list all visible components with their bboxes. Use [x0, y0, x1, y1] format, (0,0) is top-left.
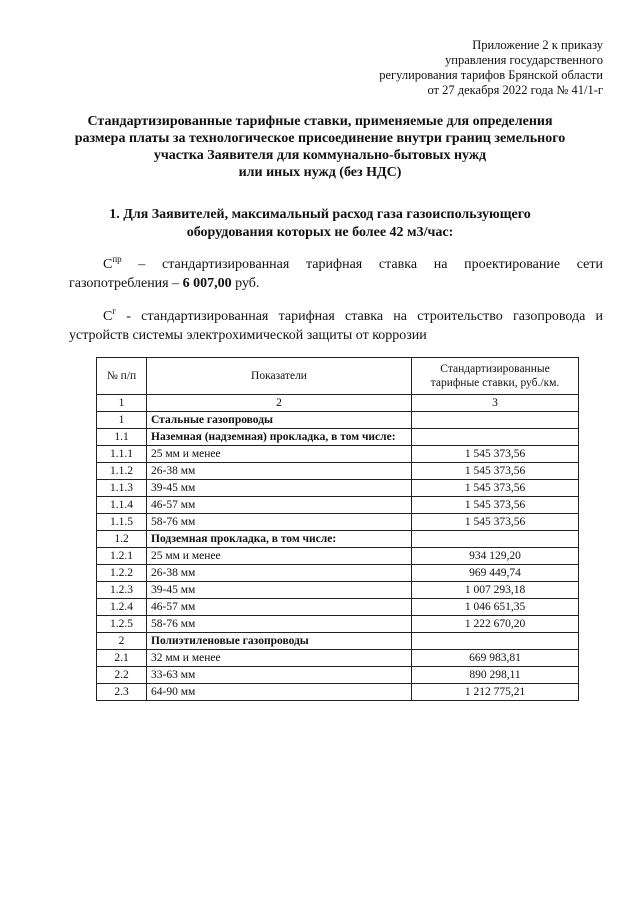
row-label: 39-45 мм [147, 582, 412, 599]
tariff-table [96, 357, 579, 701]
header-rate: Стандартизированные тарифные ставки, руб./км. [412, 358, 579, 395]
title-line: размера платы за технологическое присоединение внутри границ земельного [74, 131, 566, 146]
appendix-note [303, 38, 603, 98]
table-row [97, 429, 579, 446]
row-number: 1.1.4 [97, 497, 147, 514]
table-row [97, 463, 579, 480]
row-label: 32 мм и менее [147, 650, 412, 667]
row-value: 1 545 373,56 [412, 514, 579, 531]
row-number: 1.1.5 [97, 514, 147, 531]
row-number: 1.2.2 [97, 565, 147, 582]
column-number: 3 [412, 395, 579, 412]
paragraph-line: устройств системы электрохимической защиты от коррозии [69, 328, 427, 343]
rate-symbol: С [103, 309, 113, 324]
table-row [97, 446, 579, 463]
row-label: 46-57 мм [147, 599, 412, 616]
table-row [97, 633, 579, 650]
row-number: 2.1 [97, 650, 147, 667]
title-line: Стандартизированные тарифные ставки, применяемые для определения [87, 114, 553, 129]
row-number: 2.2 [97, 667, 147, 684]
design-rate-value: 6 007,00 [182, 276, 232, 291]
row-value: 1 545 373,56 [412, 463, 579, 480]
paragraph-text: – стандартизированная тарифная ставка на проектирование сети [121, 257, 603, 272]
row-value: 1 046 651,35 [412, 599, 579, 616]
paragraph-line [69, 274, 603, 293]
row-number: 1.2 [97, 531, 147, 548]
header-indicator: Показатели [147, 358, 412, 395]
table-row [97, 514, 579, 531]
section-line: оборудования которых не более 42 м3/час: [186, 225, 454, 240]
section-heading [70, 206, 570, 242]
table-row [97, 497, 579, 514]
paragraph-text: - стандартизированная тарифная ставка на строительство газопровода и [116, 309, 603, 324]
appendix-line: регулирования тарифов Брянской области [379, 68, 603, 82]
row-label: 26-38 мм [147, 565, 412, 582]
table-row [97, 565, 579, 582]
row-number: 2 [97, 633, 147, 650]
row-value: 1 212 775,21 [412, 684, 579, 701]
table-row [97, 582, 579, 599]
row-label: 58-76 мм [147, 514, 412, 531]
row-number: 1.1 [97, 429, 147, 446]
table-row [97, 480, 579, 497]
paragraph-text: газопотребления – [69, 276, 183, 291]
row-label: 58-76 мм [147, 616, 412, 633]
row-value [412, 633, 579, 650]
row-number: 2.3 [97, 684, 147, 701]
row-number: 1.1.3 [97, 480, 147, 497]
row-number: 1.2.1 [97, 548, 147, 565]
row-value [412, 429, 579, 446]
row-number: 1.1.1 [97, 446, 147, 463]
row-value: 969 449,74 [412, 565, 579, 582]
row-label: 26-38 мм [147, 463, 412, 480]
column-number: 2 [147, 395, 412, 412]
row-label: Полиэтиленовые газопроводы [147, 633, 412, 650]
row-label: Стальные газопроводы [147, 412, 412, 429]
row-label: 33-63 мм [147, 667, 412, 684]
column-number: 1 [97, 395, 147, 412]
row-value: 1 007 293,18 [412, 582, 579, 599]
table-header-row [97, 358, 579, 395]
table-row [97, 667, 579, 684]
row-value: 890 298,11 [412, 667, 579, 684]
table-row [97, 599, 579, 616]
table-row [97, 412, 579, 429]
paragraph-text: руб. [231, 276, 260, 291]
header-number: № п/п [97, 358, 147, 395]
design-rate-paragraph [69, 255, 603, 293]
column-number-row [97, 395, 579, 412]
row-label: 25 мм и менее [147, 548, 412, 565]
row-label: 64-90 мм [147, 684, 412, 701]
row-value: 1 545 373,56 [412, 480, 579, 497]
appendix-line: от 27 декабря 2022 года № 41/1-г [427, 83, 603, 97]
table-row [97, 616, 579, 633]
row-number: 1.2.4 [97, 599, 147, 616]
row-label: Подземная прокладка, в том числе: [147, 531, 412, 548]
rate-superscript: г [112, 306, 117, 316]
title-line: участка Заявителя для коммунально-бытовых нужд [153, 148, 487, 163]
row-label: 39-45 мм [147, 480, 412, 497]
construction-rate-paragraph [69, 307, 603, 345]
paragraph-line [69, 255, 603, 274]
paragraph-line [69, 307, 603, 326]
document-title [60, 113, 580, 181]
rate-superscript: пр [112, 254, 122, 264]
row-value: 1 545 373,56 [412, 497, 579, 514]
appendix-line: управления государственного [445, 53, 603, 67]
table-row [97, 548, 579, 565]
row-label: 25 мм и менее [147, 446, 412, 463]
row-value: 669 983,81 [412, 650, 579, 667]
row-number: 1 [97, 412, 147, 429]
title-line: или иных нужд (без НДС) [238, 165, 402, 180]
section-line: 1. Для Заявителей, максимальный расход газа газоиспользующего [109, 207, 531, 222]
table-row [97, 684, 579, 701]
appendix-line: Приложение 2 к приказу [472, 38, 603, 52]
row-value: 1 222 670,20 [412, 616, 579, 633]
row-value: 1 545 373,56 [412, 446, 579, 463]
row-label: Наземная (надземная) прокладка, в том числе: [147, 429, 412, 446]
row-number: 1.1.2 [97, 463, 147, 480]
row-number: 1.2.5 [97, 616, 147, 633]
row-number: 1.2.3 [97, 582, 147, 599]
row-value [412, 412, 579, 429]
table-row [97, 650, 579, 667]
row-value: 934 129,20 [412, 548, 579, 565]
table-row [97, 531, 579, 548]
row-value [412, 531, 579, 548]
rate-symbol: С [103, 257, 113, 272]
row-label: 46-57 мм [147, 497, 412, 514]
